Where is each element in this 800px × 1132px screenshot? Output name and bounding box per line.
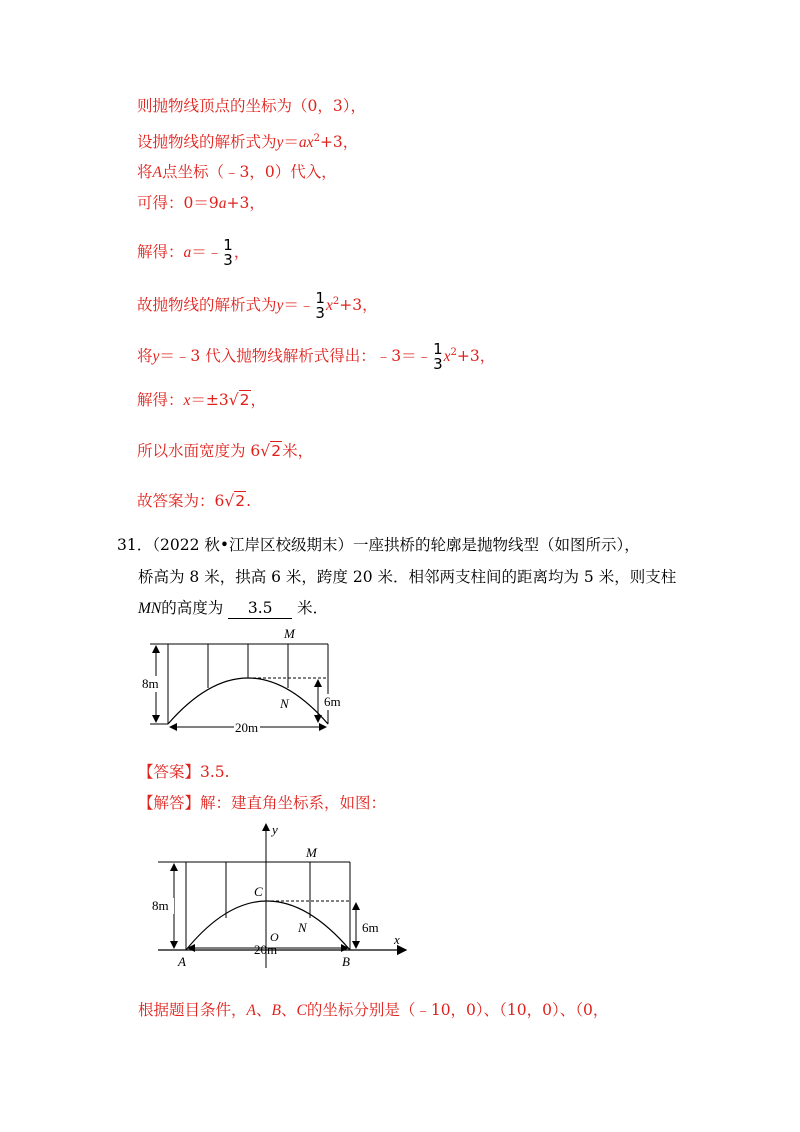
label-6m: 6m [324, 694, 341, 709]
solution-line-2: 设抛物线的解析式为$y=ax^2+3$， [137, 133, 359, 152]
question-number: 31． [117, 536, 153, 554]
solution-line-3: 将A点坐标（﹣3，0）代入， [137, 163, 337, 181]
analysis-tag: 【解答】 [138, 794, 201, 812]
sqrt-symbol: √2 [224, 492, 246, 510]
analysis-line: 【解答】解：建直角坐标系，如图： [138, 794, 387, 812]
sqrt-symbol: √2 [260, 442, 282, 460]
solution-line-4: 可得：0＝9a+3， [137, 194, 265, 212]
label-n: N [280, 696, 289, 711]
question-line-2: 桥高为 8 米，拱高 6 米，跨度 20 米．相邻两支柱间的距离均为 5 米，则支柱 [138, 568, 677, 586]
label-m: M [306, 845, 317, 860]
label-8m: 8m [142, 676, 159, 691]
label-a: A [178, 954, 186, 969]
answer-line: 【答案】3.5. [138, 763, 230, 781]
label-c: C [254, 884, 263, 899]
answer-blank: 3.5 [228, 598, 292, 619]
arch-curve [168, 678, 328, 724]
solution-line-6: 故抛物线的解析式为y＝﹣ 1 3 $x^2+3$， [137, 289, 378, 323]
label-y: y [272, 822, 278, 837]
fraction-one-third: 1 3 [315, 289, 325, 323]
question-line-3: MN的高度为 3.5 米． [138, 599, 329, 617]
label-m: M [284, 626, 295, 641]
label-20m: 20m [235, 720, 259, 735]
fraction-one-third: 1 3 [433, 340, 443, 374]
bridge-figure [138, 624, 360, 740]
fraction-one-third: 1 3 [223, 236, 233, 269]
conclusion-line: 根据题目条件，A、B、C的坐标分别是（﹣10，0）、（10，0）、（0， [138, 1001, 609, 1019]
answer-tag: 【答案】 [138, 763, 201, 781]
label-o: O [270, 930, 279, 944]
label-n: N [298, 920, 307, 935]
label-b: B [342, 954, 350, 969]
solution-line-8: 解得：x＝±3√2， [137, 391, 267, 409]
sqrt-symbol: √2 [228, 391, 250, 409]
solution-line-1: 则抛物线顶点的坐标为（0，3）， [137, 97, 366, 115]
solution-line-5: 解得：a＝﹣ 1 3 ， [137, 236, 250, 269]
question-line-1: 31．（2022 秋•江岸区校级期末）一座拱桥的轮廓是抛物线型（如图所示）， [117, 536, 640, 554]
coordinate-figure [150, 820, 412, 970]
label-6m: 6m [362, 920, 379, 935]
solution-line-9: 所以水面宽度为 6√2米， [137, 442, 314, 460]
label-20m: 20m [254, 942, 278, 957]
solution-line-10: 故答案为：6√2. [137, 492, 252, 510]
label-8m: 8m [152, 898, 169, 913]
label-x: x [394, 932, 400, 947]
solution-line-7: 将y＝﹣3 代入抛物线解析式得出：﹣3＝﹣ 1 3 $x^2+3$， [137, 340, 496, 374]
